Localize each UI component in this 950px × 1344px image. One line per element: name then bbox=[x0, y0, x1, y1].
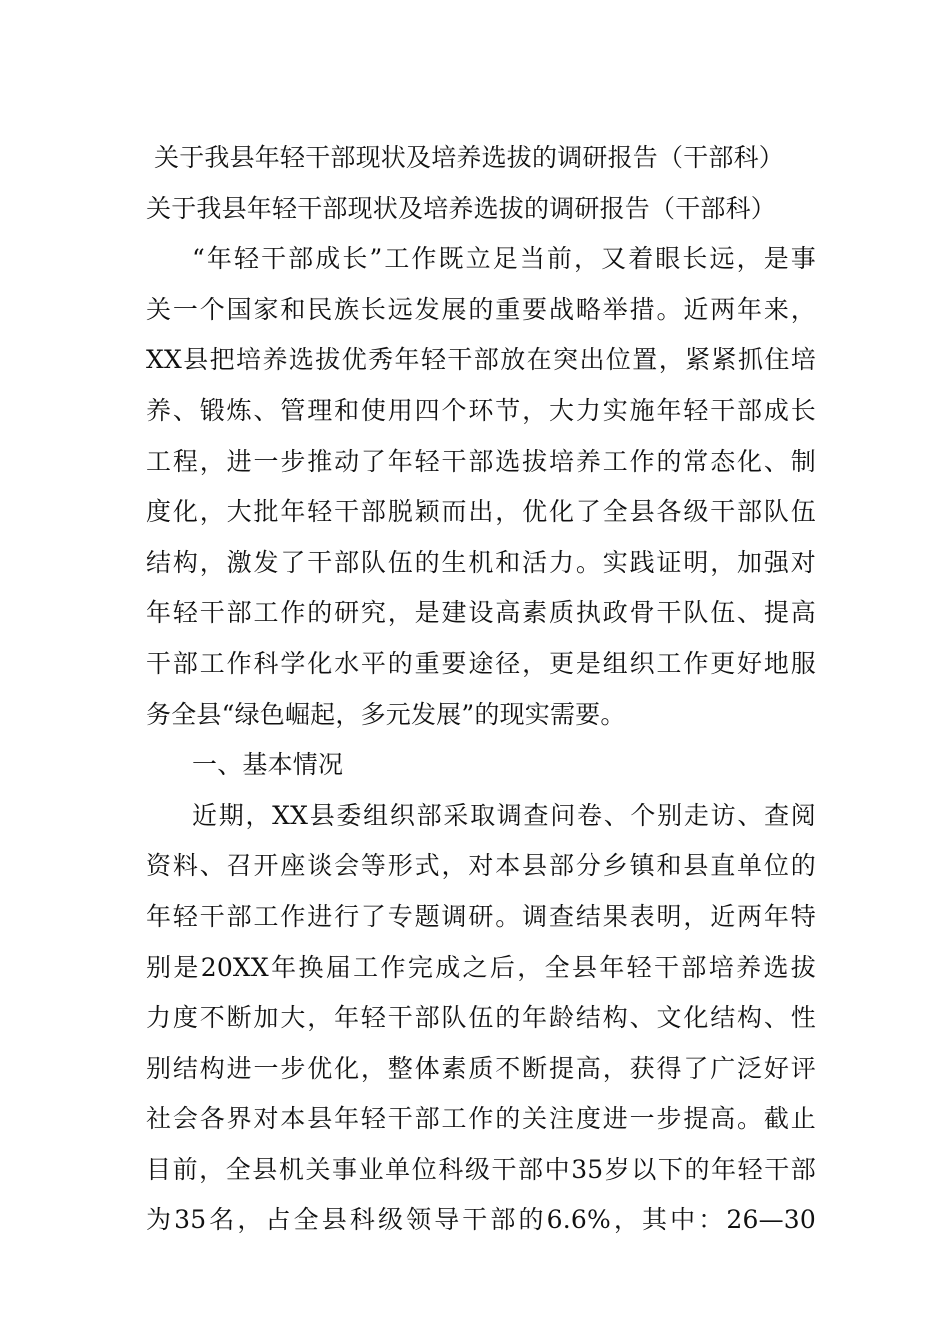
title-line-1: 关于我县年轻干部现状及培养选拔的调研报告（干部科） bbox=[154, 143, 785, 172]
paragraph-line: 干部工作科学化水平的重要途径，更是组织工作更好地服 bbox=[146, 648, 816, 678]
title-line-2: 关于我县年轻干部现状及培养选拔的调研报告（干部科） bbox=[146, 193, 777, 223]
paragraph-line: 结构，激发了干部队伍的生机和活力。实践证明，加强对 bbox=[146, 547, 816, 577]
paragraph-line: 度化，大批年轻干部脱颖而出，优化了全县各级干部队伍 bbox=[146, 497, 816, 527]
document-body bbox=[146, 133, 816, 1246]
paragraph-line: 务全县“绿色崛起，多元发展”的现实需要。 bbox=[146, 699, 626, 729]
paragraph-line: 年轻干部工作的研究，是建设高素质执政骨干队伍、提高 bbox=[146, 598, 816, 628]
paragraph-line: 为35名，占全县科级领导干部的6.6%，其中：26—30 bbox=[146, 1205, 816, 1235]
paragraph-line: 社会各界对本县年轻干部工作的关注度进一步提高。截止 bbox=[146, 1104, 816, 1134]
paragraph-line: 工程，进一步推动了年轻干部选拔培养工作的常态化、制 bbox=[146, 446, 816, 476]
paragraph-line: 别结构进一步优化，整体素质不断提高，获得了广泛好评 bbox=[146, 1053, 816, 1083]
paragraph-line: 近期，XX县委组织部采取调查问卷、个别走访、查阅 bbox=[192, 800, 816, 830]
paragraph-line: 目前，全县机关事业单位科级干部中35岁以下的年轻干部 bbox=[146, 1154, 816, 1184]
section-heading: 一、基本情况 bbox=[192, 750, 344, 780]
paragraph-line: 关一个国家和民族长远发展的重要战略举措。近两年来， bbox=[146, 294, 816, 324]
paragraph-line: “年轻干部成长”工作既立足当前，又着眼长远，是事 bbox=[192, 244, 816, 274]
paragraph-line: XX县把培养选拔优秀年轻干部放在突出位置，紧紧抓住培 bbox=[146, 345, 816, 375]
paragraph-line: 力度不断加大，年轻干部队伍的年龄结构、文化结构、性 bbox=[146, 1003, 816, 1033]
paragraph-line: 年轻干部工作进行了专题调研。调查结果表明，近两年特 bbox=[146, 901, 816, 931]
paragraph-line: 别是20XX年换届工作完成之后，全县年轻干部培养选拔 bbox=[146, 952, 816, 982]
paragraph-line: 资料、召开座谈会等形式，对本县部分乡镇和县直单位的 bbox=[146, 851, 816, 881]
paragraph-line: 养、锻炼、管理和使用四个环节，大力实施年轻干部成长 bbox=[146, 395, 816, 425]
